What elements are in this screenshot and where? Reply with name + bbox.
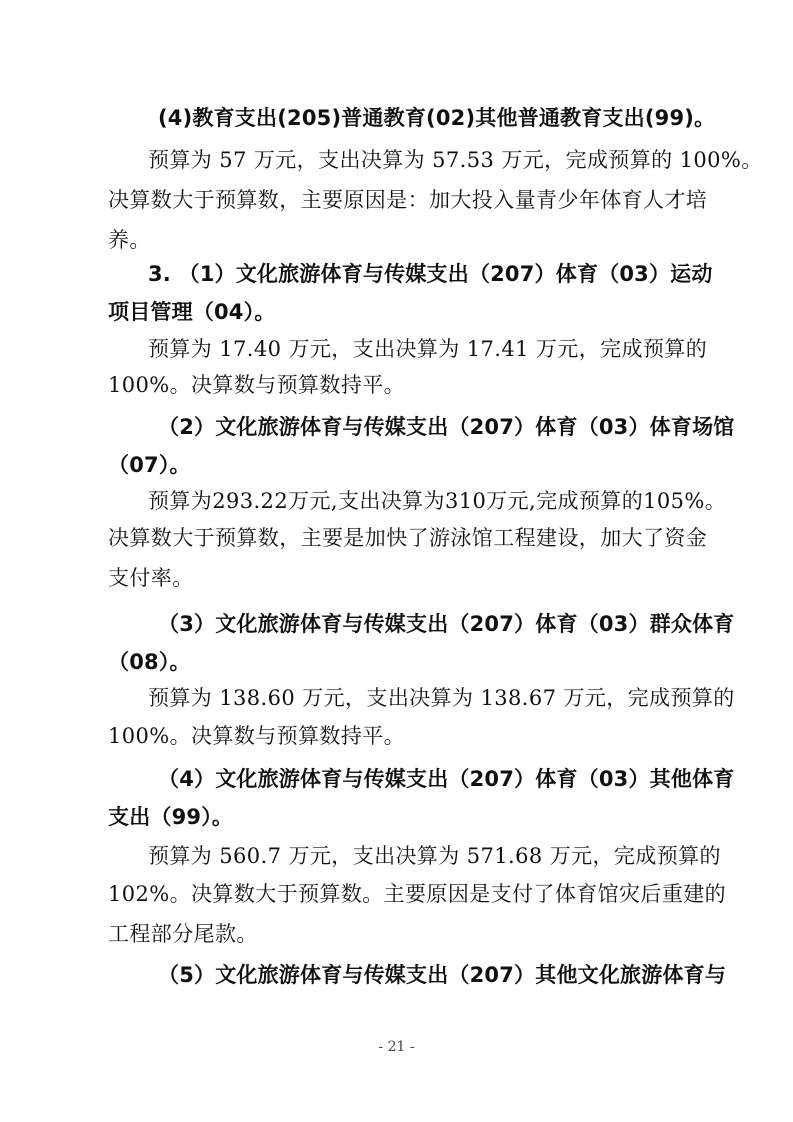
section-heading-line: （2）文化旅游体育与传媒支出（207）体育（03）体育场馆 xyxy=(158,415,735,439)
section-heading-line: （07）。 xyxy=(108,453,191,477)
paragraph-line: 100%。决算数与预算数持平。 xyxy=(108,373,406,397)
paragraph-line: 102%。决算数大于预算数。主要原因是支付了体育馆灾后重建的 xyxy=(108,882,727,906)
section-heading-line: 项目管理（04）。 xyxy=(108,300,276,324)
section-heading-line: （5）文化旅游体育与传媒支出（207）其他文化旅游体育与 xyxy=(158,963,727,987)
paragraph-line: 预算为 560.7 万元，支出决算为 571.68 万元，完成预算的 xyxy=(148,844,721,868)
paragraph-line: 养。 xyxy=(108,228,151,252)
section-heading-line: （3）文化旅游体育与传媒支出（207）体育（03）群众体育 xyxy=(158,612,735,636)
section-heading-line: （4）文化旅游体育与传媒支出（207）体育（03）其他体育 xyxy=(158,767,735,791)
paragraph-line: 决算数大于预算数，主要原因是：加大投入量青少年体育人才培 xyxy=(108,188,708,212)
paragraph-line: 100%。决算数与预算数持平。 xyxy=(108,724,406,748)
page-number: - 21 - xyxy=(378,1039,415,1055)
paragraph-line: 决算数大于预算数，主要是加快了游泳馆工程建设，加大了资金 xyxy=(108,526,708,550)
section-heading-line: 3. （1）文化旅游体育与传媒支出（207）体育（03）运动 xyxy=(148,262,713,286)
section-heading-line: 支出（99）。 xyxy=(108,805,234,829)
paragraph-line: 工程部分尾款。 xyxy=(108,922,258,946)
paragraph-line: 预算为 138.60 万元，支出决算为 138.67 万元，完成预算的 xyxy=(148,686,735,710)
section-heading-line: (4)教育支出(205)普通教育(02)其他普通教育支出(99)。 xyxy=(158,106,716,130)
paragraph-line: 预算为 57 万元，支出决算为 57.53 万元，完成预算的 100%。 xyxy=(148,148,763,172)
paragraph-line: 预算为293.22万元,支出决算为310万元,完成预算的105%。 xyxy=(148,489,727,513)
paragraph-line: 支付率。 xyxy=(108,566,194,590)
section-heading-line: （08）。 xyxy=(108,650,191,674)
paragraph-line: 预算为 17.40 万元，支出决算为 17.41 万元，完成预算的 xyxy=(148,337,708,361)
